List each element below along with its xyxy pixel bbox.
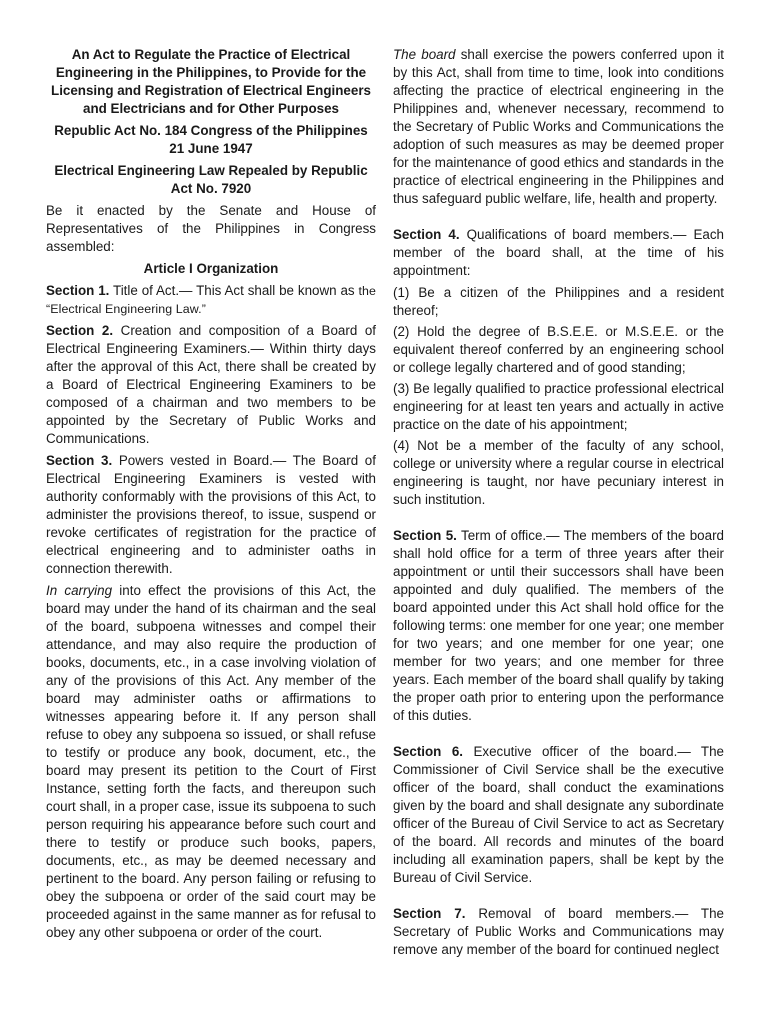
left-column xyxy=(46,46,376,946)
section-1-label: Section 1. xyxy=(46,283,110,298)
section-3-text: Powers vested in Board.— The Board of Electrical Engineering Examiners is vested with authority conformably with the provisions of this Act, to administer the provisions thereof, to issue, suspend or revoke certificates of registration for the practice of electrical engineering and to administer oaths in connection therewith. xyxy=(46,453,376,576)
article-heading: Article I Organization xyxy=(143,261,279,276)
section-1-text: Title of Act.— This Act shall be known as xyxy=(109,283,359,298)
section-4-label: Section 4. xyxy=(393,227,460,242)
section-3-para2-lead: In carrying xyxy=(46,583,113,598)
act-title: An Act to Regulate the Practice of Electrical Engineering in the Philippines, to Provide for the Licensing and Registration of Electrical Engineers and Electricians and for Other Purposes xyxy=(51,47,371,116)
section-6 xyxy=(393,743,724,887)
repeal-note: Electrical Engineering Law Repealed by Republic Act No. 7920 xyxy=(54,163,368,196)
section-2 xyxy=(46,322,376,448)
section-5-text: Term of office.— The members of the board shall hold office for a term of three years after their appointment or until their successors shall have been appointed and duly qualified. The members of the board appointed under this Act shall hold office for the following terms: one member for one year; one member for two years; and one member for one year; one member for two years; and one member for three years. Each member of the board shall qualify by taking the proper oath prior to entering upon the performance of this duties. xyxy=(393,528,724,723)
act-number: Republic Act No. 184 Congress of the Philippines 21 June 1947 xyxy=(54,123,368,156)
section-4 xyxy=(393,226,724,280)
section-4-item-3: (3) Be legally qualified to practice professional electrical engineering for at least ten years and actually in active practice on the date of his appointment; xyxy=(393,381,724,432)
section-5-label: Section 5. xyxy=(393,528,457,543)
section-7 xyxy=(393,905,724,959)
section-7-label: Section 7. xyxy=(393,906,466,921)
section-7-text: Removal of board members.— The Secretary of Public Works and Communications may remove any member of the board for continued neglect xyxy=(393,906,724,957)
enacting-clause: Be it enacted by the Senate and House of Representatives of the Philippines in Congress assembled: xyxy=(46,203,376,254)
section-3-para3-text: shall exercise the powers conferred upon it by this Act, shall from time to time, look into conditions affecting the practice of electrical engineering in the Philippines and, whenever necessary, recommend to the Secretary of Public Works and Communications the adoption of such measures as may be deemed proper for the maintenance of good ethics and standards in the practice of electrical engineering in the Philippines and thus safeguard public welfare, life, health and property. xyxy=(393,47,725,206)
section-6-label: Section 6. xyxy=(393,744,463,759)
section-4-item-1: (1) Be a citizen of the Philippines and a resident thereof; xyxy=(393,285,724,318)
section-3-para3-lead: The board xyxy=(393,47,456,62)
section-4-item-4: (4) Not be a member of the faculty of any school, college or university where a regular course in electrical engineering is taught, nor have pecuniary interest in such institution. xyxy=(393,438,724,507)
section-3 xyxy=(46,452,376,578)
section-4-text: Qualifications of board members.— Each member of the board shall, at the time of his appointment: xyxy=(393,227,724,278)
right-column xyxy=(393,46,724,963)
section-3-para2-text: into effect the provisions of this Act, the board may under the hand of its chairman and the seal of the board, subpoena witnesses and compel their attendance, and may also require the production of books, documents, etc., in a case involving violation of any of the provisions of this Act. Any member of the board may administer oaths or affirmations to witnesses appearing before it. If any person shall refuse to obey any subpoena so issued, or shall refuse to testify or produce any book, document, etc., the board may present its petition to the Court of First Instance, setting forth the facts, and thereupon such court shall, in a proper case, issue its subpoena to such person requiring his appearance before such court and there to testify or produce such books, papers, documents, etc., as may be deemed necessary and pertinent to the board. Any person failing or refusing to obey the subpoena or order of the said court may be proceeded against in the same manner as for refusal to obey any other subpoena or order of the court. xyxy=(46,583,376,940)
section-2-text: Creation and composition of a Board of Electrical Engineering Examiners.— Within thirty days after the approval of this Act, there shall be created by a Board of Electrical Engineering Examiners to be composed of a chairman and two members to be appointed by the Secretary of Public Works and Communications. xyxy=(46,323,376,446)
section-6-text: Executive officer of the board.— The Commissioner of Civil Service shall be the executive officer of the board, shall conduct the examinations given by the board and shall designate any subordinate officer of the Bureau of Civil Service to act as Secretary of the board. All records and minutes of the board including all examination papers, shall be kept by the Bureau of Civil Service. xyxy=(393,744,724,885)
section-1-quote: the “Electrical Engineering Law.” xyxy=(46,284,376,316)
section-3-label: Section 3. xyxy=(46,453,113,468)
document-title-block xyxy=(46,46,376,198)
section-1 xyxy=(46,282,376,318)
section-4-item-2: (2) Hold the degree of B.S.E.E. or M.S.E.E. or the equivalent thereof conferred by an engineering school or college legally chartered and of good standing; xyxy=(393,324,724,375)
section-3-paragraph-2 xyxy=(46,582,376,942)
section-3-paragraph-3 xyxy=(393,46,724,208)
section-2-label: Section 2. xyxy=(46,323,114,338)
section-5 xyxy=(393,527,724,725)
